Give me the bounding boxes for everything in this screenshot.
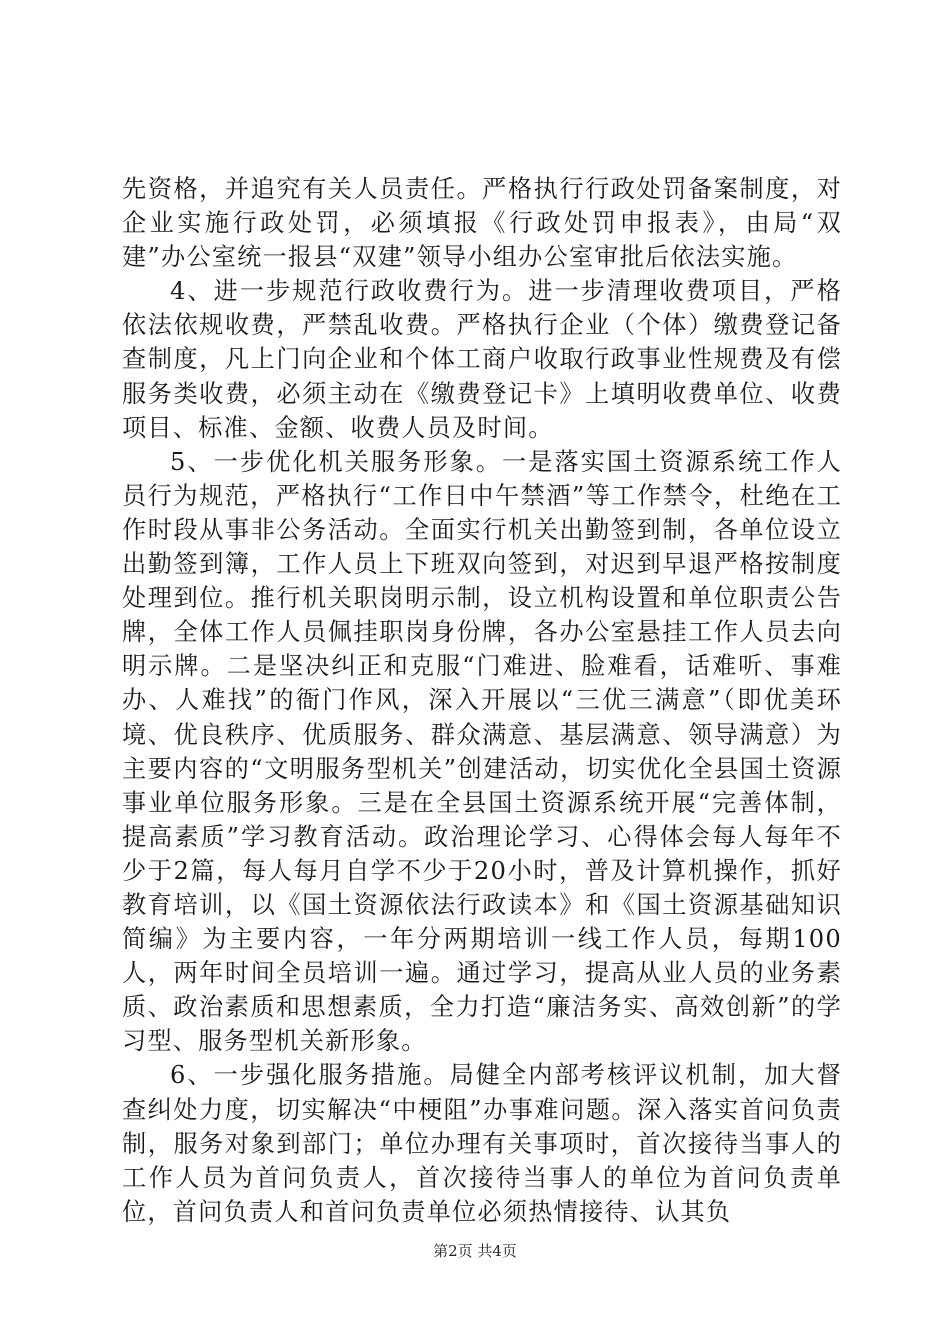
paragraph-item-4: 4、进一步规范行政收费行为。进一步清理收费项目，严格依法依规收费，严禁乱收费。严格执行企业（个体）缴费登记备查制度，凡上门向企业和个体工商户收取行政事业性规费及有偿服务类收费，必须主动在《缴费登记卡》上填明收费单位、收费项目、标准、金额、收费人员及时间。 bbox=[122, 277, 842, 442]
document-body bbox=[122, 172, 842, 1229]
paragraph-continuation: 先资格，并追究有关人员责任。严格执行行政处罚备案制度，对企业实施行政处罚，必须填报《行政处罚申报表》，由局“双建”办公室统一报县“双建”领导小组办公室审批后依法实施。 bbox=[122, 175, 842, 272]
paragraph-item-6: 6、一步强化服务措施。局健全内部考核评议机制，加大督查纠处力度，切实解决“中梗阻”办事难问题。深入落实首问负责制，服务对象到部门；单位办理有关事项时，首次接待当事人的工作人员为首问负责人，首次接待当事人的单位为首问负责单位，首问负责人和首问负责单位必须热情接待、认其负 bbox=[122, 1061, 842, 1226]
page-number-footer: 第2页 共4页 bbox=[433, 1242, 517, 1260]
paragraph-item-5: 5、一步优化机关服务形象。一是落实国土资源系统工作人员行为规范，严格执行“工作日中午禁酒”等工作禁令，杜绝在工作时段从事非公务活动。全面实行机关出勤签到制，各单位设立出勤签到簿，工作人员上下班双向签到，对迟到早退严格按制度处理到位。推行机关职岗明示制，设立机构设置和单位职责公告牌，全体工作人员佩挂职岗身份牌，各办公室悬挂工作人员去向明示牌。二是坚决纠正和克服“门难进、脸难看，话难听、事难办、人难找”的衙门作风，深入开展以“三优三满意”（即优美环境、优良秩序、优质服务、群众满意、基层满意、领导满意）为主要内容的“文明服务型机关”创建活动，切实优化全县国土资源事业单位服务形象。三是在全县国土资源系统开展“完善体制，提高素质”学习教育活动。政治理论学习、心得体会每人每年不少于2篇，每人每月自学不少于20小时，普及计算机操作，抓好教育培训，以《国土资源依法行政读本》和《国土资源基础知识简编》为主要内容，一年分两期培训一线工作人员，每期100人，两年时间全员培训一遍。通过学习，提高从业人员的业务素质、政治素质和思想素质，全力打造“廉洁务实、高效创新”的学习型、服务型机关新形象。 bbox=[122, 447, 842, 1056]
